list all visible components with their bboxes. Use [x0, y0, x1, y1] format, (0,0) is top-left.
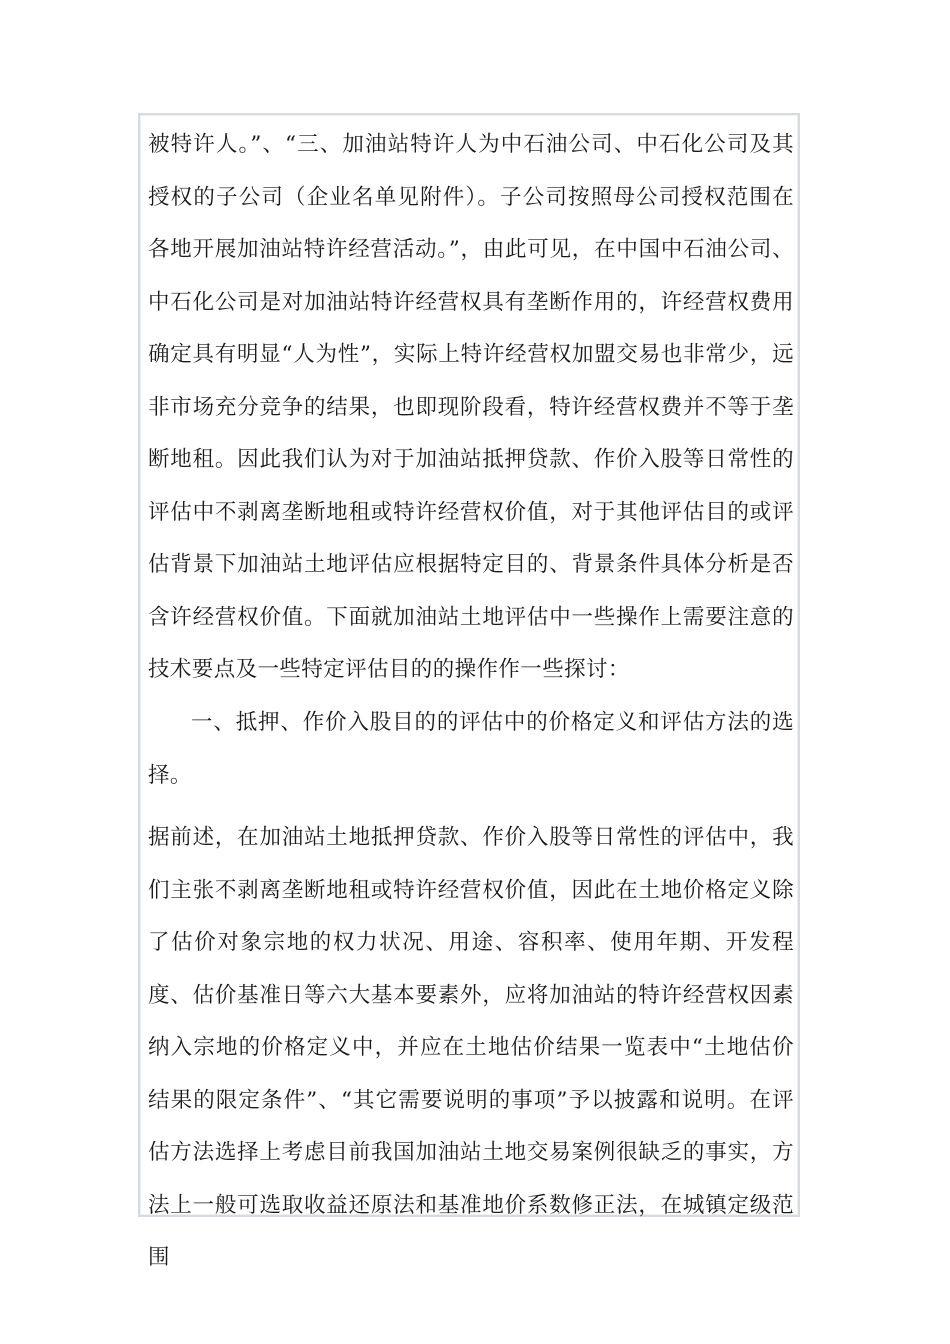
- document-page: [138, 113, 800, 1270]
- body-paragraph-2: 据前述，在加油站土地抵押贷款、作价入股等日常性的评估中，我们主张不剥离垄断地租或特许经营权价值，因此在土地价格定义除了估价对象宗地的权力状况、用途、容积率、使用年期、开发程度、估价基准日等六大基本要素外，应将加油站的特许经营权因素纳入宗地的价格定义中，并应在土地估价结果一览表中“土地估价结果的限定条件”、“其它需要说明的事项”予以披露和说明。在评估方法选择上考虑目前我国加油站土地交易案例很缺乏的事实，方法上一般可选取收益还原法和基准地价系数修正法，在城镇定级范围: [148, 825, 794, 1270]
- section-heading-1: 一、抵押、作价入股目的的评估中的价格定义和评估方法的选择。: [148, 710, 794, 788]
- body-paragraph-1: 被特许人。”、“三、加油站特许人为中石油公司、中石化公司及其授权的子公司（企业名单见附件）。子公司按照母公司授权范围在各地开展加油站特许经营活动。”，由此可见，在中国中石油公司、中石化公司是对加油站特许经营权具有垄断作用的，许经营权费用确定具有明显“人为性”，实际上特许经营权加盟交易也非常少，远非市场充分竞争的结果，也即现阶段看，特许经营权费并不等于垄断地租。因此我们认为对于加油站抵押贷款、作价入股等日常性的评估中不剥离垄断地租或特许经营权价值，对于其他评估目的或评估背景下加油站土地评估应根据特定目的、背景条件具体分析是否含许经营权价值。下面就加油站土地评估中一些操作上需要注意的技术要点及一些特定评估目的的操作作一些探讨：: [148, 132, 794, 682]
